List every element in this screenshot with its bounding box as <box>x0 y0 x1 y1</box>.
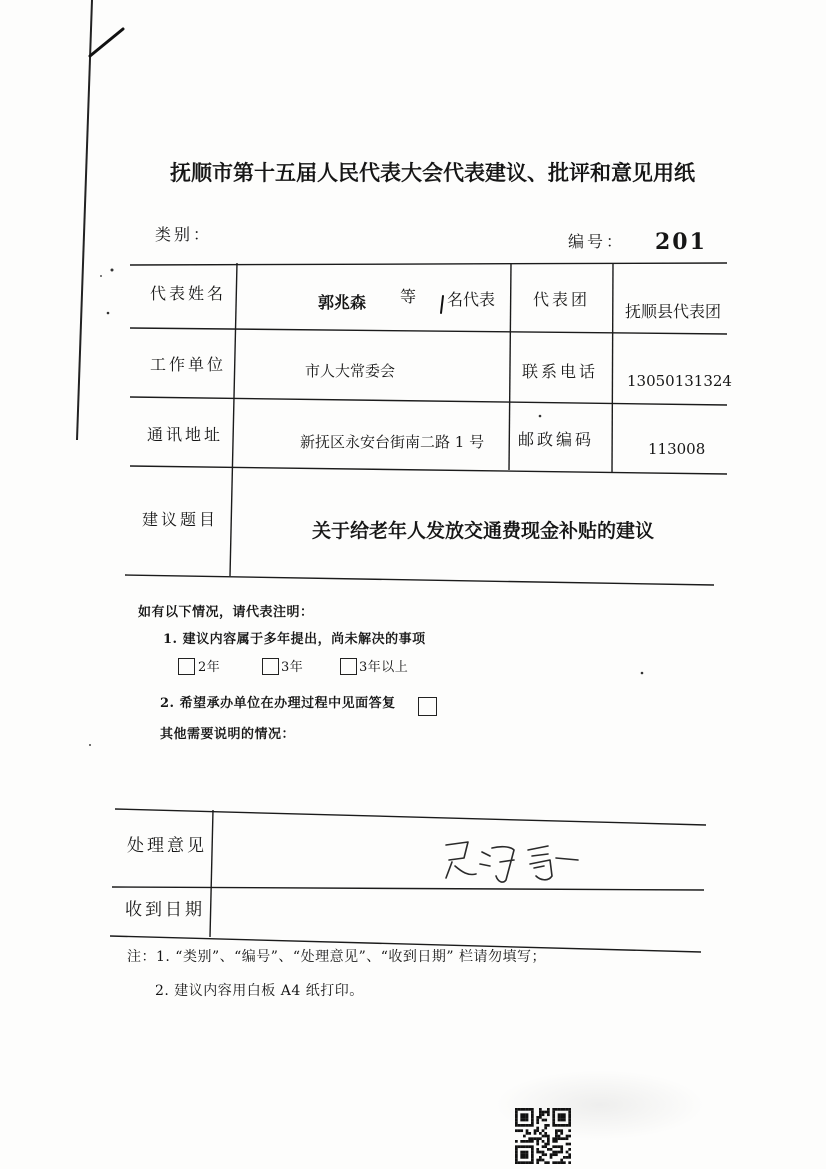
qr-module <box>523 1151 526 1154</box>
qr-module <box>515 1111 518 1114</box>
table-column-rule <box>230 263 237 576</box>
qr-module <box>536 1143 539 1146</box>
qr-module <box>563 1113 566 1116</box>
qr-module <box>568 1153 571 1156</box>
qr-module <box>547 1135 550 1138</box>
qr-module <box>566 1137 569 1140</box>
qr-module <box>520 1119 523 1122</box>
qr-module <box>536 1159 539 1162</box>
table-column-rule <box>509 264 511 470</box>
address-value: 新抚区永安台街南二路 1 号 <box>300 433 485 451</box>
qr-module <box>515 1121 518 1124</box>
processing-column-rule <box>210 810 213 937</box>
checkbox-label-3-years: 3年 <box>281 660 304 675</box>
qr-module <box>568 1116 571 1119</box>
table-row-rule <box>130 397 727 405</box>
qr-module <box>536 1161 539 1164</box>
rep-name-suffix: 名代表 <box>447 290 496 309</box>
qr-module <box>515 1124 518 1127</box>
qr-module <box>555 1145 558 1148</box>
qr-module <box>542 1129 545 1132</box>
qr-module <box>531 1111 534 1114</box>
qr-module <box>526 1132 529 1135</box>
qr-module <box>560 1148 563 1151</box>
qr-module <box>526 1153 529 1156</box>
qr-module <box>547 1148 550 1151</box>
qr-module <box>536 1148 539 1151</box>
qr-module <box>544 1119 547 1122</box>
table-row-rule <box>130 466 727 474</box>
qr-module <box>547 1111 550 1114</box>
rep-name-value: 郭兆森 <box>318 293 367 312</box>
qr-module <box>547 1113 550 1116</box>
qr-module <box>542 1119 545 1122</box>
qr-module <box>515 1156 518 1159</box>
qr-module <box>547 1140 550 1143</box>
qr-module <box>568 1124 571 1127</box>
qr-module <box>560 1124 563 1127</box>
qr-module <box>560 1161 563 1164</box>
qr-module <box>539 1111 542 1114</box>
number-value: 201 <box>655 229 707 255</box>
qr-module <box>523 1135 526 1138</box>
qr-module <box>558 1145 561 1148</box>
qr-module <box>552 1161 555 1164</box>
qr-module <box>520 1108 523 1111</box>
qr-module <box>555 1161 558 1164</box>
qr-module <box>563 1108 566 1111</box>
qr-module <box>523 1161 526 1164</box>
qr-module <box>526 1119 529 1122</box>
qr-module <box>547 1143 550 1146</box>
qr-module <box>515 1108 518 1111</box>
qr-module <box>534 1132 537 1135</box>
qr-module <box>520 1153 523 1156</box>
checkbox-face-to-face-reply <box>418 697 437 716</box>
qr-module <box>515 1116 518 1119</box>
qr-module <box>544 1135 547 1138</box>
qr-module <box>539 1137 542 1140</box>
qr-module <box>568 1108 571 1111</box>
qr-module <box>528 1161 531 1164</box>
qr-module <box>547 1137 550 1140</box>
qr-module <box>518 1145 521 1148</box>
qr-module <box>531 1116 534 1119</box>
qr-module <box>518 1129 521 1132</box>
qr-module <box>528 1137 531 1140</box>
qr-module <box>568 1113 571 1116</box>
qr-module <box>563 1116 566 1119</box>
qr-module <box>547 1161 550 1164</box>
qr-module <box>552 1151 555 1154</box>
qr-module <box>560 1132 563 1135</box>
qr-module <box>531 1140 534 1143</box>
qr-module <box>539 1156 542 1159</box>
qr-module <box>539 1151 542 1154</box>
phone-value: 13050131324 <box>627 372 732 390</box>
qr-module <box>566 1135 569 1138</box>
qr-module <box>515 1140 518 1143</box>
qr-module <box>560 1145 563 1148</box>
qr-module <box>526 1140 529 1143</box>
qr-module <box>552 1124 555 1127</box>
qr-module <box>526 1161 529 1164</box>
qr-module <box>539 1113 542 1116</box>
qr-module <box>568 1129 571 1132</box>
qr-module <box>568 1111 571 1114</box>
category-label: 类别： <box>155 225 213 244</box>
qr-module <box>520 1151 523 1154</box>
rep-name-deng: 等 <box>400 287 417 306</box>
page-title: 抚顺市第十五届人民代表大会代表建议、批评和意见用纸 <box>170 160 695 185</box>
processing-opinion-label: 处理意见 <box>127 836 207 856</box>
qr-module <box>536 1119 539 1122</box>
qr-module <box>528 1145 531 1148</box>
qr-module <box>523 1156 526 1159</box>
notes-item-2: 2. 希望承办单位在办理过程中见面答复 <box>160 696 396 711</box>
qr-module <box>552 1153 555 1156</box>
qr-module <box>555 1124 558 1127</box>
table-top-rule <box>130 263 727 265</box>
qr-module <box>552 1121 555 1124</box>
postcode-value: 113008 <box>648 440 706 458</box>
qr-module <box>544 1111 547 1114</box>
qr-module <box>560 1116 563 1119</box>
qr-module <box>568 1143 571 1146</box>
qr-module <box>515 1151 518 1154</box>
qr-module <box>558 1135 561 1138</box>
qr-module <box>558 1116 561 1119</box>
qr-module <box>552 1113 555 1116</box>
qr-module <box>552 1137 555 1140</box>
postcode-label: 邮政编码 <box>518 430 595 449</box>
qr-module <box>560 1159 563 1162</box>
qr-module <box>539 1132 542 1135</box>
qr-module <box>555 1137 558 1140</box>
qr-module <box>552 1145 555 1148</box>
notes-other: 其他需要说明的情况： <box>160 727 296 742</box>
work-unit-value: 市人大常委会 <box>305 362 396 380</box>
qr-module <box>544 1145 547 1148</box>
qr-module <box>552 1108 555 1111</box>
qr-module <box>544 1127 547 1130</box>
qr-module <box>558 1113 561 1116</box>
qr-module <box>523 1116 526 1119</box>
qr-module <box>552 1119 555 1122</box>
qr-module <box>555 1151 558 1154</box>
qr-module <box>560 1137 563 1140</box>
qr-module <box>518 1124 521 1127</box>
table-column-rule <box>612 264 613 473</box>
qr-module <box>560 1129 563 1132</box>
qr-module <box>544 1132 547 1135</box>
number-label: 编号： <box>568 232 626 251</box>
qr-module <box>531 1124 534 1127</box>
qr-module <box>528 1124 531 1127</box>
qr-module <box>555 1108 558 1111</box>
qr-module <box>547 1124 550 1127</box>
qr-module <box>563 1156 566 1159</box>
qr-module <box>526 1145 529 1148</box>
processing-row-rule <box>112 887 704 890</box>
qr-module <box>523 1145 526 1148</box>
qr-module <box>552 1116 555 1119</box>
qr-module <box>560 1151 563 1154</box>
qr-module <box>518 1108 521 1111</box>
qr-module <box>528 1108 531 1111</box>
qr-module <box>568 1148 571 1151</box>
qr-module <box>536 1121 539 1124</box>
qr-module <box>558 1129 561 1132</box>
qr-module <box>531 1121 534 1124</box>
qr-module <box>531 1145 534 1148</box>
qr-module <box>566 1108 569 1111</box>
qr-module <box>550 1153 553 1156</box>
qr-module <box>526 1156 529 1159</box>
address-label: 通讯地址 <box>147 425 224 444</box>
checkbox-label-3-plus-years: 3年以上 <box>359 660 409 675</box>
qr-module <box>523 1119 526 1122</box>
qr-module <box>555 1153 558 1156</box>
qr-module <box>523 1140 526 1143</box>
qr-module <box>544 1143 547 1146</box>
qr-module <box>523 1124 526 1127</box>
qr-module <box>531 1161 534 1164</box>
qr-module <box>566 1143 569 1146</box>
qr-code <box>515 1108 571 1164</box>
qr-module <box>558 1124 561 1127</box>
qr-module <box>526 1124 529 1127</box>
qr-module <box>560 1108 563 1111</box>
qr-module <box>536 1140 539 1143</box>
qr-module <box>536 1116 539 1119</box>
qr-module <box>558 1119 561 1122</box>
qr-module <box>536 1151 539 1154</box>
qr-module <box>526 1108 529 1111</box>
qr-module <box>526 1113 529 1116</box>
delegation-label: 代表团 <box>533 290 591 309</box>
qr-module <box>539 1108 542 1111</box>
topic-value: 关于给老年人发放交通费现金补贴的建议 <box>312 520 655 542</box>
qr-module <box>531 1159 534 1162</box>
qr-module <box>555 1129 558 1132</box>
qr-module <box>539 1159 542 1162</box>
qr-module <box>552 1140 555 1143</box>
qr-module <box>558 1108 561 1111</box>
qr-module <box>560 1113 563 1116</box>
qr-module <box>526 1129 529 1132</box>
qr-module <box>531 1113 534 1116</box>
qr-module <box>523 1108 526 1111</box>
qr-module <box>518 1161 521 1164</box>
qr-module <box>563 1137 566 1140</box>
checkbox-2-years <box>178 658 195 675</box>
qr-module <box>531 1137 534 1140</box>
qr-module <box>547 1108 550 1111</box>
qr-module <box>539 1116 542 1119</box>
notes-intro: 如有以下情况，请代表注明： <box>138 605 314 620</box>
qr-module <box>526 1116 529 1119</box>
qr-module <box>558 1151 561 1154</box>
qr-module <box>515 1145 518 1148</box>
qr-module <box>568 1119 571 1122</box>
qr-module <box>515 1119 518 1122</box>
qr-module <box>566 1151 569 1154</box>
qr-module <box>542 1135 545 1138</box>
qr-module <box>536 1129 539 1132</box>
delegation-value: 抚顺县代表团 <box>625 302 722 321</box>
processing-top-rule <box>115 809 706 825</box>
qr-module <box>526 1151 529 1154</box>
qr-module <box>568 1135 571 1138</box>
qr-module <box>520 1124 523 1127</box>
qr-module <box>520 1113 523 1116</box>
table-bottom-rule <box>125 575 714 585</box>
qr-module <box>544 1153 547 1156</box>
qr-module <box>528 1140 531 1143</box>
qr-module <box>515 1129 518 1132</box>
qr-module <box>531 1153 534 1156</box>
topic-label: 建议题目 <box>142 510 219 529</box>
qr-module <box>520 1116 523 1119</box>
qr-module <box>555 1135 558 1138</box>
qr-module <box>515 1161 518 1164</box>
qr-module <box>563 1161 566 1164</box>
qr-module <box>550 1156 553 1159</box>
qr-module <box>534 1137 537 1140</box>
qr-module <box>536 1137 539 1140</box>
qr-module <box>520 1129 523 1132</box>
qr-module <box>520 1161 523 1164</box>
qr-module <box>523 1113 526 1116</box>
qr-module <box>520 1156 523 1159</box>
qr-module <box>542 1159 545 1162</box>
checkbox-label-2-years: 2年 <box>198 660 221 675</box>
qr-module <box>531 1119 534 1122</box>
qr-module <box>542 1145 545 1148</box>
qr-module <box>523 1153 526 1156</box>
qr-module <box>566 1124 569 1127</box>
qr-module <box>542 1151 545 1154</box>
qr-module <box>550 1148 553 1151</box>
qr-module <box>515 1113 518 1116</box>
qr-module <box>528 1132 531 1135</box>
qr-module <box>568 1156 571 1159</box>
qr-module <box>515 1159 518 1162</box>
qr-module <box>544 1161 547 1164</box>
qr-module <box>552 1111 555 1114</box>
qr-module <box>520 1145 523 1148</box>
qr-module <box>536 1127 539 1130</box>
checkbox-3-years <box>262 658 279 675</box>
checkbox-3-plus-years <box>340 658 357 675</box>
qr-module <box>531 1148 534 1151</box>
qr-module <box>568 1121 571 1124</box>
rep-name-label: 代表姓名 <box>150 284 227 303</box>
qr-module <box>563 1124 566 1127</box>
qr-module <box>531 1151 534 1154</box>
footnote-1: 注：1. “类别”、“编号”、“处理意见”、“收到日期” 栏请勿填写； <box>127 949 547 965</box>
footnote-2: 2. 建议内容用白板 A4 纸打印。 <box>155 983 364 999</box>
qr-module <box>520 1140 523 1143</box>
phone-label: 联系电话 <box>522 362 599 381</box>
table-row-rule <box>130 328 727 334</box>
qr-module <box>542 1111 545 1114</box>
qr-module <box>560 1119 563 1122</box>
qr-module <box>555 1140 558 1143</box>
qr-module <box>544 1124 547 1127</box>
qr-module <box>542 1113 545 1116</box>
qr-module <box>558 1161 561 1164</box>
qr-module <box>558 1137 561 1140</box>
qr-module <box>534 1129 537 1132</box>
work-unit-label: 工作单位 <box>150 355 227 374</box>
qr-module <box>568 1161 571 1164</box>
qr-module <box>542 1140 545 1143</box>
qr-module <box>563 1119 566 1122</box>
qr-module <box>515 1153 518 1156</box>
received-date-label: 收到日期 <box>125 900 205 920</box>
qr-module <box>566 1156 569 1159</box>
notes-item-1: 1. 建议内容属于多年提出，尚未解决的事项 <box>163 632 426 647</box>
qr-module <box>555 1132 558 1135</box>
qr-module <box>515 1148 518 1151</box>
qr-module <box>531 1108 534 1111</box>
qr-module <box>542 1153 545 1156</box>
qr-module <box>531 1156 534 1159</box>
